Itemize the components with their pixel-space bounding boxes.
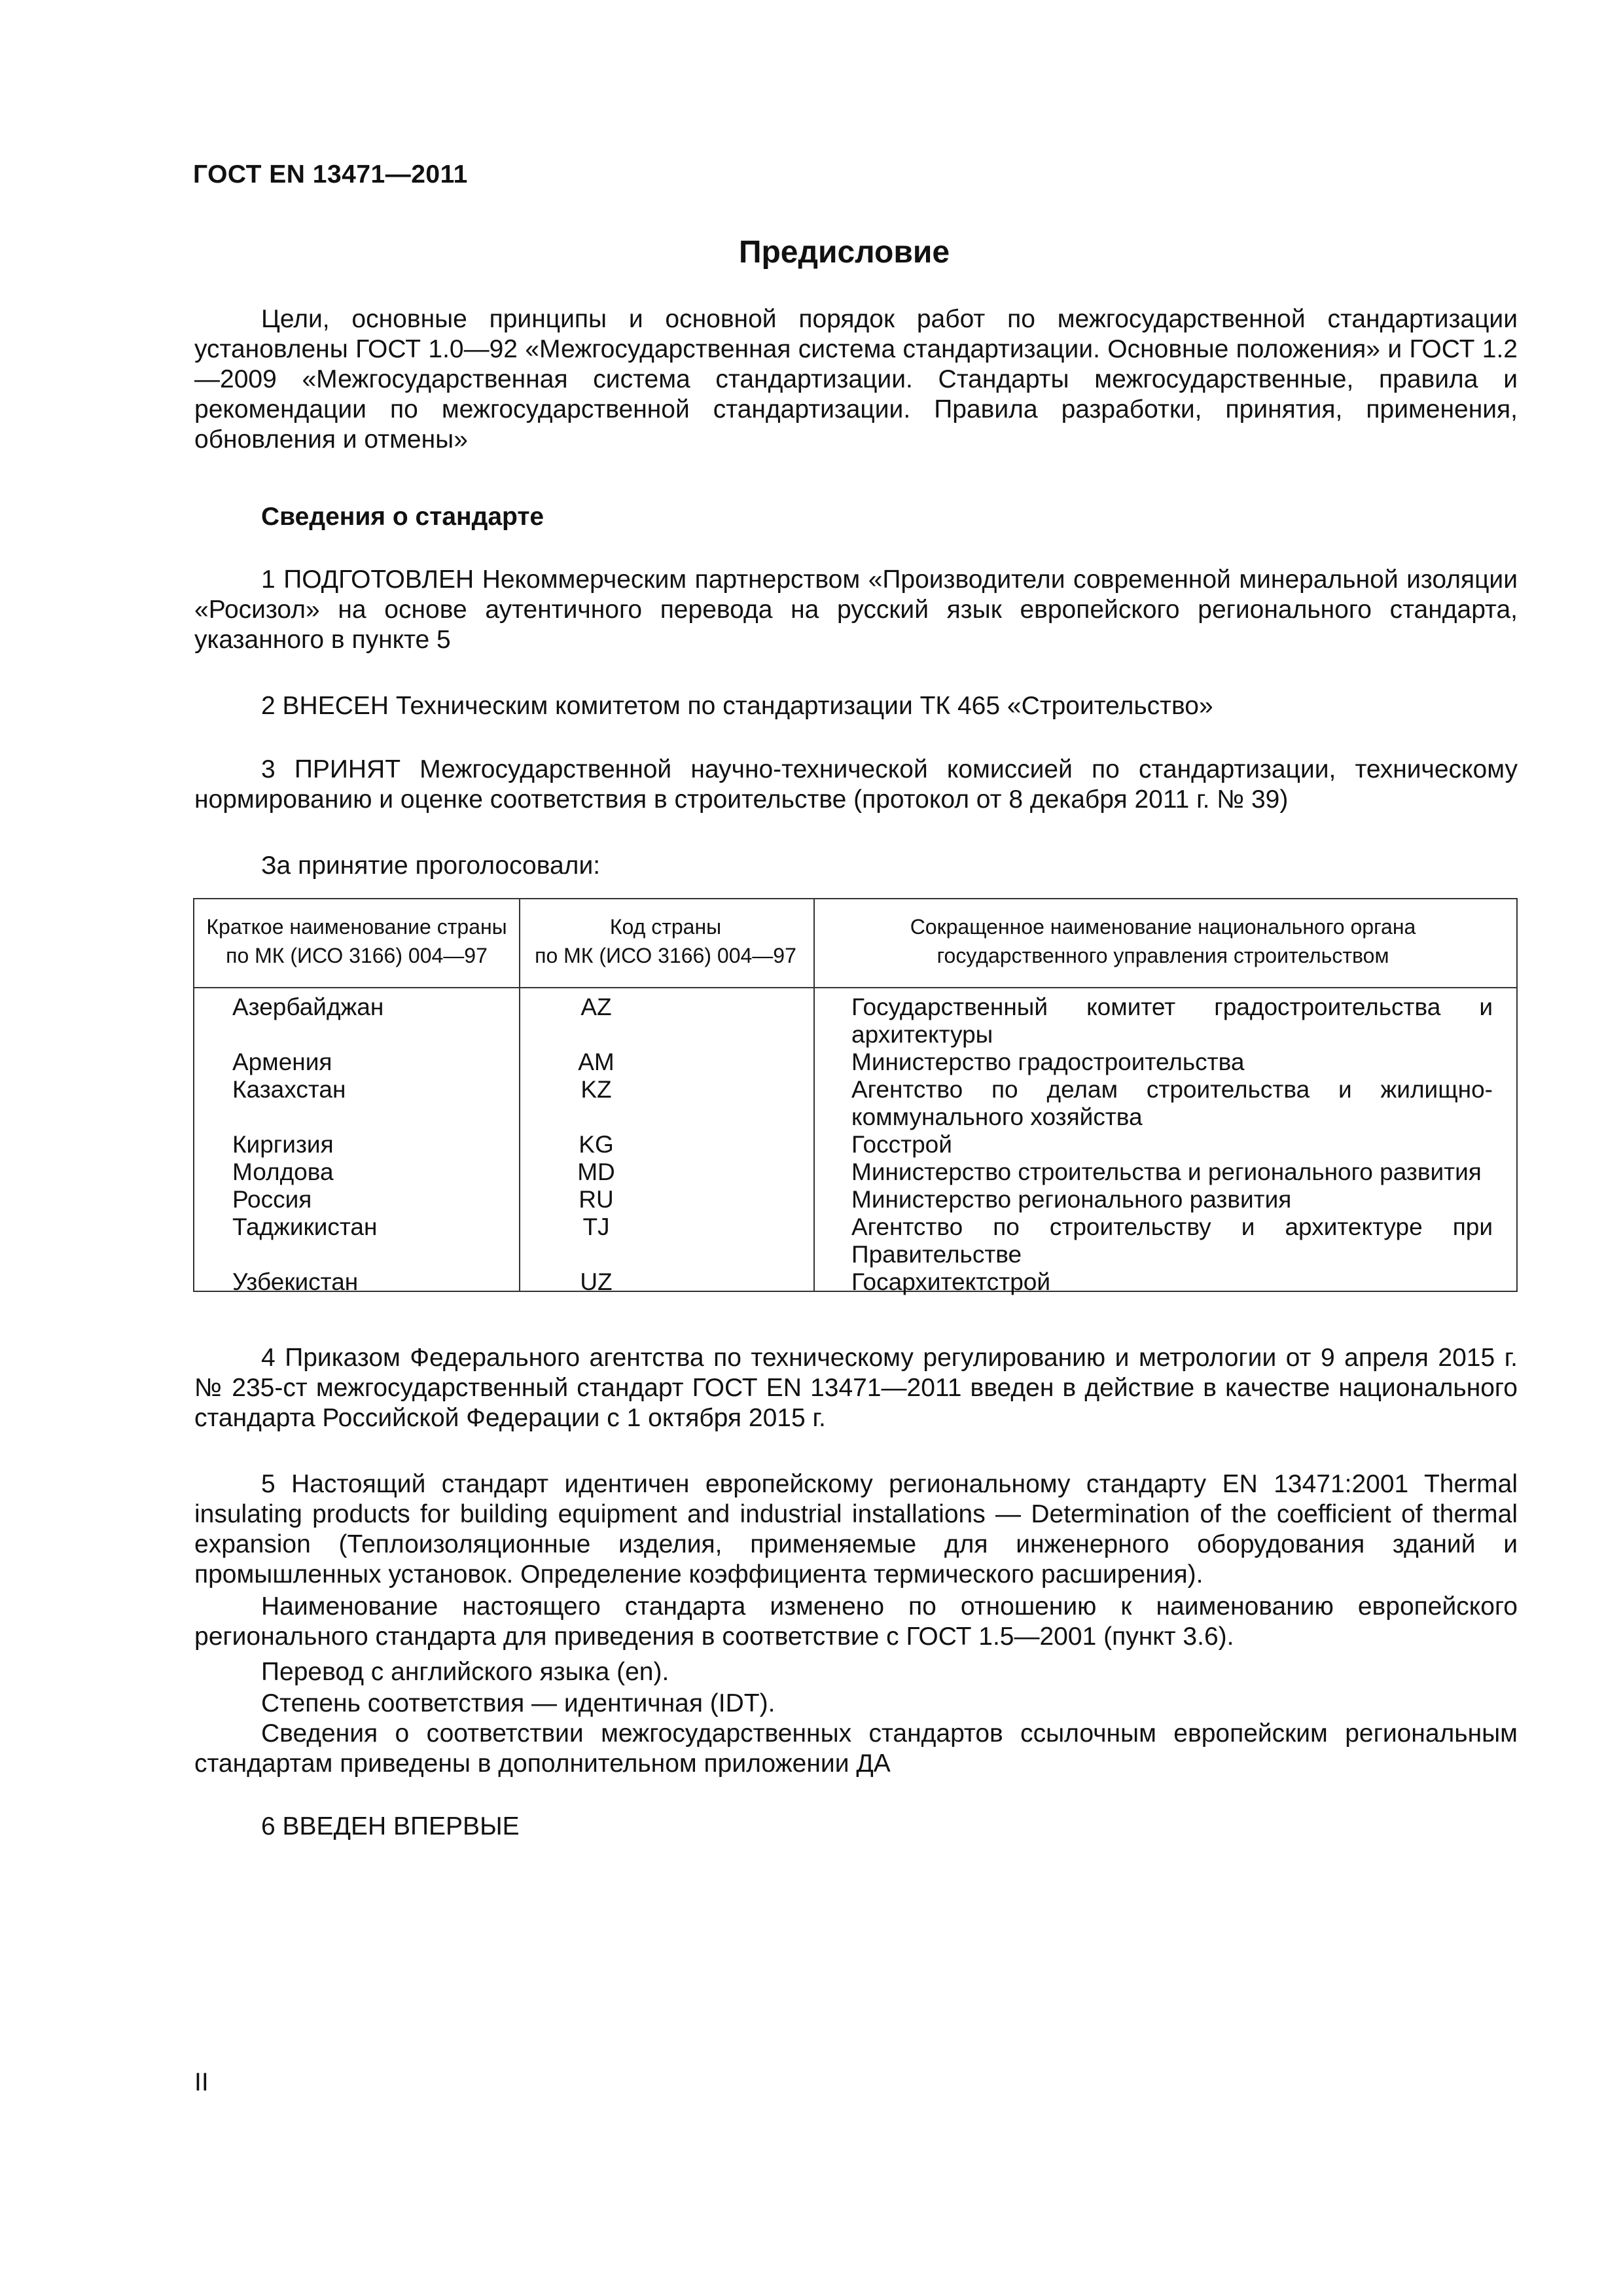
cell-code: KG [579, 1131, 614, 1158]
cell-body: Министерство регионального развития [851, 1186, 1292, 1213]
column-divider [519, 899, 520, 1291]
cell-code: AM [578, 1049, 615, 1075]
header-body: Сокращенное наименование национального органа государственного управления строительством [910, 915, 1416, 967]
document-header: ГОСТ EN 13471—2011 [193, 160, 468, 188]
cell-body: Госстрой [851, 1131, 952, 1158]
cell-country: Молдова [232, 1158, 334, 1185]
item-5-translation: Перевод с английского языка (en). [261, 1658, 669, 1686]
page-number: II [194, 2068, 209, 2096]
item-5-degree: Степень соответствия — идентичная (IDT). [261, 1689, 776, 1717]
cell-code: TJ [582, 1213, 610, 1240]
cell-country: Россия [232, 1186, 312, 1213]
header-code: Код страны по МК (ИСО 3166) 004—97 [535, 915, 796, 967]
cell-code: RU [579, 1186, 614, 1213]
item-4-paragraph: 4 Приказом Федерального агентства по техническому регулированию и метрологии от 9 апреля 2015 г. № 235-ст межгосударственный стандарт ГОСТ EN 13471—2011 введен в действие в качестве национального стандарта Российской Федерации с 1 октября 2015 г. [194, 1344, 1518, 1432]
cell-body: Министерство градостроительства [851, 1049, 1245, 1075]
item-1-paragraph: 1 ПОДГОТОВЛЕН Некоммерческим партнерством «Производители современной минеральной изоляции «Росизол» на основе аутентичного перевода на русский язык европейского регионального стандарта, указанного в пункте 5 [194, 565, 1518, 654]
cell-country: Таджикистан [232, 1213, 378, 1240]
item-5-paragraph: 5 Настоящий стандарт идентичен европейскому региональному стандарту EN 13471:2001 Thermal insulating products for building equipment and industrial installations — Determination of the coefficient of thermal expansion (Теплоизоляционные изделия, применяемые для инженерного оборудования зданий и промышленных установок. Определение коэффициента термического расширения). [194, 1470, 1518, 1588]
cell-country: Казахстан [232, 1076, 346, 1103]
page-title: Предисловие [738, 235, 950, 270]
cell-country: Армения [232, 1049, 332, 1075]
item-5-info-paragraph: Сведения о соответствии межгосударственных стандартов ссылочным европейским региональным стандартам приведены в дополнительном приложении ДА [194, 1719, 1518, 1778]
vote-label: За принятие проголосовали: [261, 852, 601, 880]
column-divider [813, 899, 815, 1291]
cell-body: Агентство по делам строительства и жилищно-коммунального хозяйства [851, 1076, 1493, 1130]
cell-body: Министерство строительства и регионального развития [851, 1158, 1482, 1185]
cell-country: Азербайджан [232, 994, 384, 1020]
cell-country: Узбекистан [232, 1268, 359, 1295]
section-heading: Сведения о стандарте [261, 503, 544, 531]
cell-body: Государственный комитет градостроительства и архитектуры [851, 994, 1493, 1048]
intro-paragraph: Цели, основные принципы и основной порядок работ по межгосударственной стандартизации установлены ГОСТ 1.0—92 «Межгосударственная система стандартизации. Основные положения» и ГОСТ 1.2—2009 «Межгосударственная система стандартизации. Стандарты межгосударственные, правила и рекомендации по межгосударственной стандартизации. Правила разработки, принятия, применения, обновления и отмены» [194, 305, 1518, 454]
item-3-paragraph: 3 ПРИНЯТ Межгосударственной научно-технической комиссией по стандартизации, техническому нормированию и оценке соответствия в строительстве (протокол от 8 декабря 2011 г. № 39) [194, 755, 1518, 814]
cell-code: KZ [580, 1076, 612, 1103]
cell-body: Агентство по строительству и архитектуре при Правительстве [851, 1213, 1493, 1268]
cell-code: AZ [580, 994, 612, 1020]
item-5-name-paragraph: Наименование настоящего стандарта изменено по отношению к наименованию европейского регионального стандарта для приведения в соответствие с ГОСТ 1.5—2001 (пункт 3.6). [194, 1592, 1518, 1651]
header-country: Краткое наименование страны по МК (ИСО 3166) 004—97 [206, 915, 507, 967]
cell-country: Киргизия [232, 1131, 334, 1158]
item-2-paragraph: 2 ВНЕСЕН Техническим комитетом по стандартизации ТК 465 «Строительство» [261, 692, 1213, 720]
item-6-paragraph: 6 ВВЕДЕН ВПЕРВЫЕ [261, 1812, 520, 1840]
cell-body: Госархитектстрой [851, 1268, 1051, 1295]
voting-table [193, 898, 1518, 1295]
cell-code: MD [577, 1158, 615, 1185]
cell-code: UZ [580, 1268, 613, 1295]
table-header [194, 899, 1516, 988]
